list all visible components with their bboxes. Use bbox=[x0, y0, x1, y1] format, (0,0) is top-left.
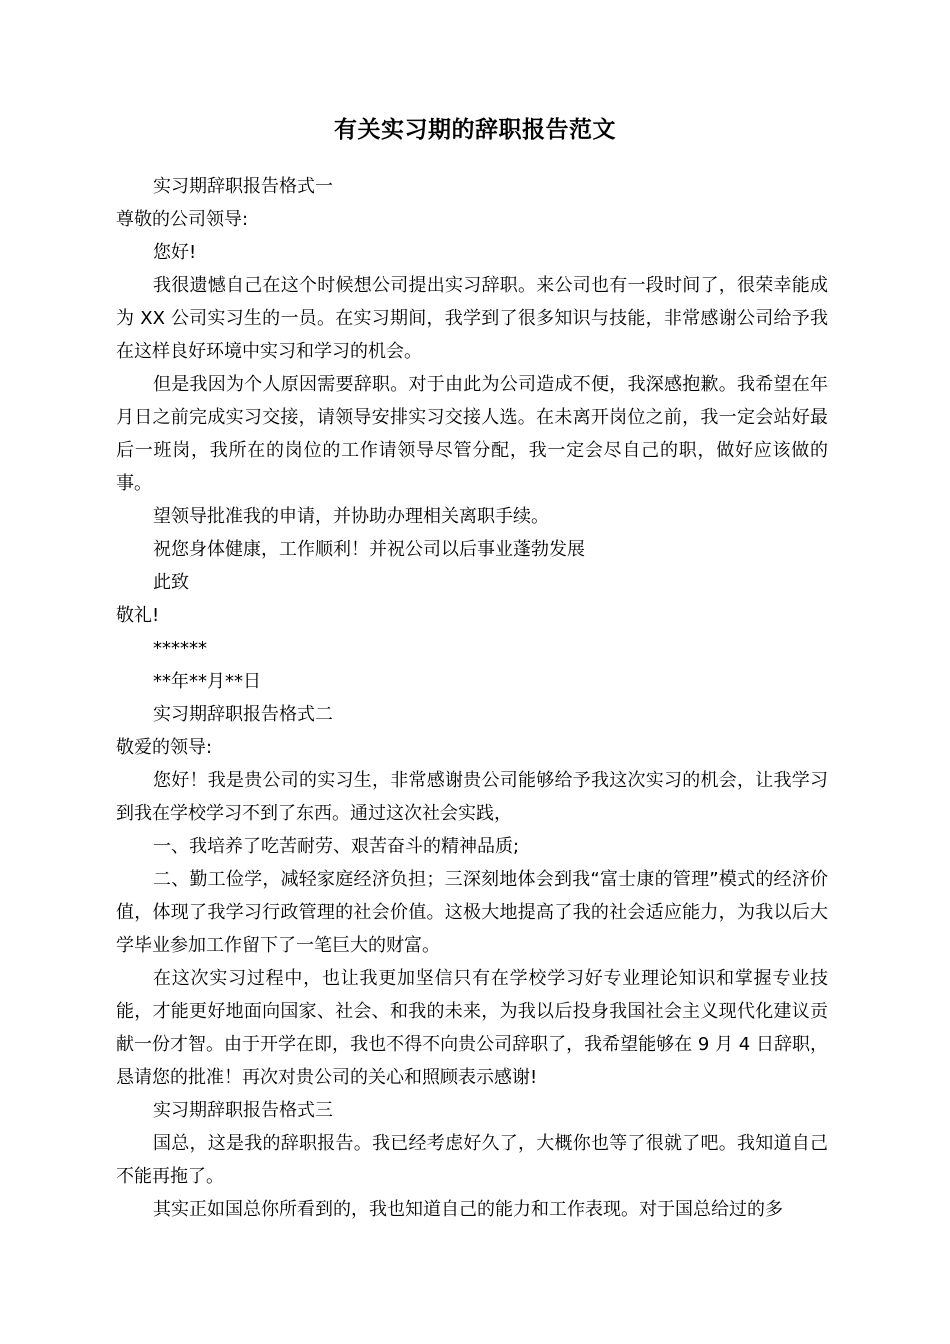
paragraph: 实习期辞职报告格式一 bbox=[153, 176, 333, 197]
paragraph: 在这次实习过程中，也让我更加坚信只有在学校学习好专业理论知识和掌握专业技能，才能更好地面向国家、社会、和我的未来，为我以后投身我国社会主义现代化建议贡献一份才智。由于开学在即，我也不得不向贵公司辞职了，我希望能够在 9 月 4 日辞职，恳请您的批准！再次对贵公司的关心和照顾表示感谢! bbox=[116, 968, 828, 1088]
paragraph: 祝您身体健康，工作顺利！并祝公司以后事业蓬勃发展 bbox=[153, 539, 585, 560]
paragraph: 但是我因为个人原因需要辞职。对于由此为公司造成不便，我深感抱歉。我希望在年月日之前完成实习交接，请领导安排实习交接人选。在未离开岗位之前，我一定会站好最后一班岗，我所在的岗位的工作请领导尽管分配，我一定会尽自己的职，做好应该做的事。 bbox=[116, 374, 828, 494]
paragraph: 敬礼! bbox=[116, 605, 160, 626]
paragraph: 其实正如国总你所看到的，我也知道自己的能力和工作表现。对于国总给过的多 bbox=[153, 1199, 783, 1220]
paragraph: 实习期辞职报告格式三 bbox=[153, 1100, 333, 1121]
paragraph: **年**月**日 bbox=[153, 671, 261, 692]
paragraph: 实习期辞职报告格式二 bbox=[153, 704, 333, 725]
paragraph: 我很遗憾自己在这个时候想公司提出实习辞职。来公司也有一段时间了，很荣幸能成为 XX 公司实习生的一员。在实习期间，我学到了很多知识与技能，非常感谢公司给予我在这样良好环境中实习和学习的机会。 bbox=[116, 275, 828, 362]
document-body bbox=[116, 170, 828, 1226]
paragraph: 您好! bbox=[153, 242, 197, 263]
paragraph: 一、我培养了吃苦耐劳、艰苦奋斗的精神品质; bbox=[153, 836, 520, 857]
paragraph: ****** bbox=[153, 638, 207, 659]
paragraph: 敬爱的领导: bbox=[116, 737, 213, 758]
paragraph: 二、勤工俭学，减轻家庭经济负担；三深刻地体会到我“富士康的管理”模式的经济价值，体现了我学习行政管理的社会价值。这极大地提高了我的社会适应能力，为我以后大学毕业参加工作留下了一笔巨大的财富。 bbox=[116, 869, 828, 956]
document-title: 有关实习期的辞职报告范文 bbox=[334, 117, 616, 143]
paragraph: 您好！我是贵公司的实习生，非常感谢贵公司能够给予我这次实习的机会，让我学习到我在学校学习不到了东西。通过这次社会实践， bbox=[116, 770, 828, 824]
paragraph: 尊敬的公司领导: bbox=[116, 209, 249, 230]
paragraph: 国总，这是我的辞职报告。我已经考虑好久了，大概你也等了很就了吧。我知道自己不能再拖了。 bbox=[116, 1133, 828, 1187]
paragraph: 望领导批准我的申请，并协助办理相关离职手续。 bbox=[153, 506, 549, 527]
paragraph: 此致 bbox=[153, 572, 189, 593]
